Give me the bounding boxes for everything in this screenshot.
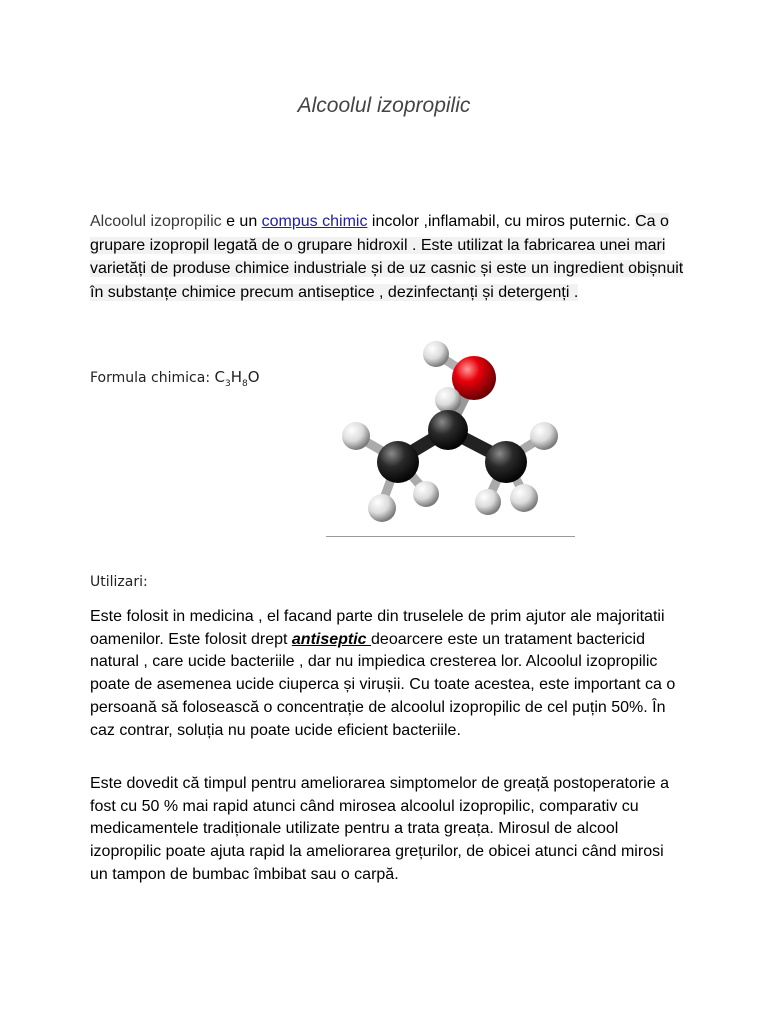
chemical-formula [90,368,260,389]
intro-e-un: e un [221,213,262,230]
usage-paragraph-1 [90,606,680,742]
antiseptic-link[interactable]: antiseptic [291,630,372,648]
para1-before: Este folosit in medicina , el facand parte din truselele de prim ajutor ale majoritatii oamenilor. Este folosit drept [90,608,665,648]
hydrogen-atom [435,387,461,413]
intro-paragraph [90,210,690,304]
hydrogen-atom [475,489,501,515]
utilizari-heading: Utilizari: [90,574,148,590]
formula-value: $C_3H_8O$ [214,368,260,389]
intro-after-link: incolor ,inflamabil, cu miros puternic. [367,213,636,230]
formula-label: Formula chimica: [90,370,215,386]
para1-after: deoarcere este un tratament bactericid natural , care ucide bacteriile , dar nu impiedica cresterea lor. Alcoolul izopropilic poate de asemenea ucide ciuperca și virușii. Cu toate acestea, este important ca o persoană să folosească o concentrație de alcoolul izopropilic de cel puțin 50%. În caz contrar, soluția nu poate ucide eficient bacteriile. [90,630,676,739]
carbon-atom [428,410,468,450]
hydrogen-atom [368,494,396,522]
hydrogen-atom [413,481,439,507]
hydrogen-atom [530,422,558,450]
image-divider [326,536,575,537]
compus-chimic-link[interactable]: compus chimic [261,213,368,230]
carbon-atom [485,441,527,483]
intro-rest: Ca o grupare izopropil legată de o grupare hidroxil . Este utilizat la fabricarea unei mari varietăți de produse chimice industriale și de uz casnic și este un ingredient obișnuit în substanțe chimice precum antiseptice , dezinfectanți și detergenți . [90,213,684,301]
isopropyl-alcohol-molecule-image [326,322,576,538]
carbon-atom [377,441,419,483]
hydrogen-atom [423,341,449,367]
usage-paragraph-2: Este dovedit că timpul pentru ameliorarea simptomelor de greață postoperatorie a fost cu 50 % mai rapid atunci când mirosea alcoolul izopropilic, comparativ cu medicamentele tradiționale utilizate pentru a trata greața. Mirosul de alcool izopropilic poate ajuta rapid la ameliorarea grețurilor, de obicei atunci când mirosi un tampon de bumbac îmbibat sau o carpă. [90,775,669,883]
page-title: Alcoolul izopropilic [297,94,471,117]
hydrogen-atom [510,484,538,512]
intro-lead: Alcoolul izopropilic [90,213,222,230]
hydrogen-atom [342,422,370,450]
